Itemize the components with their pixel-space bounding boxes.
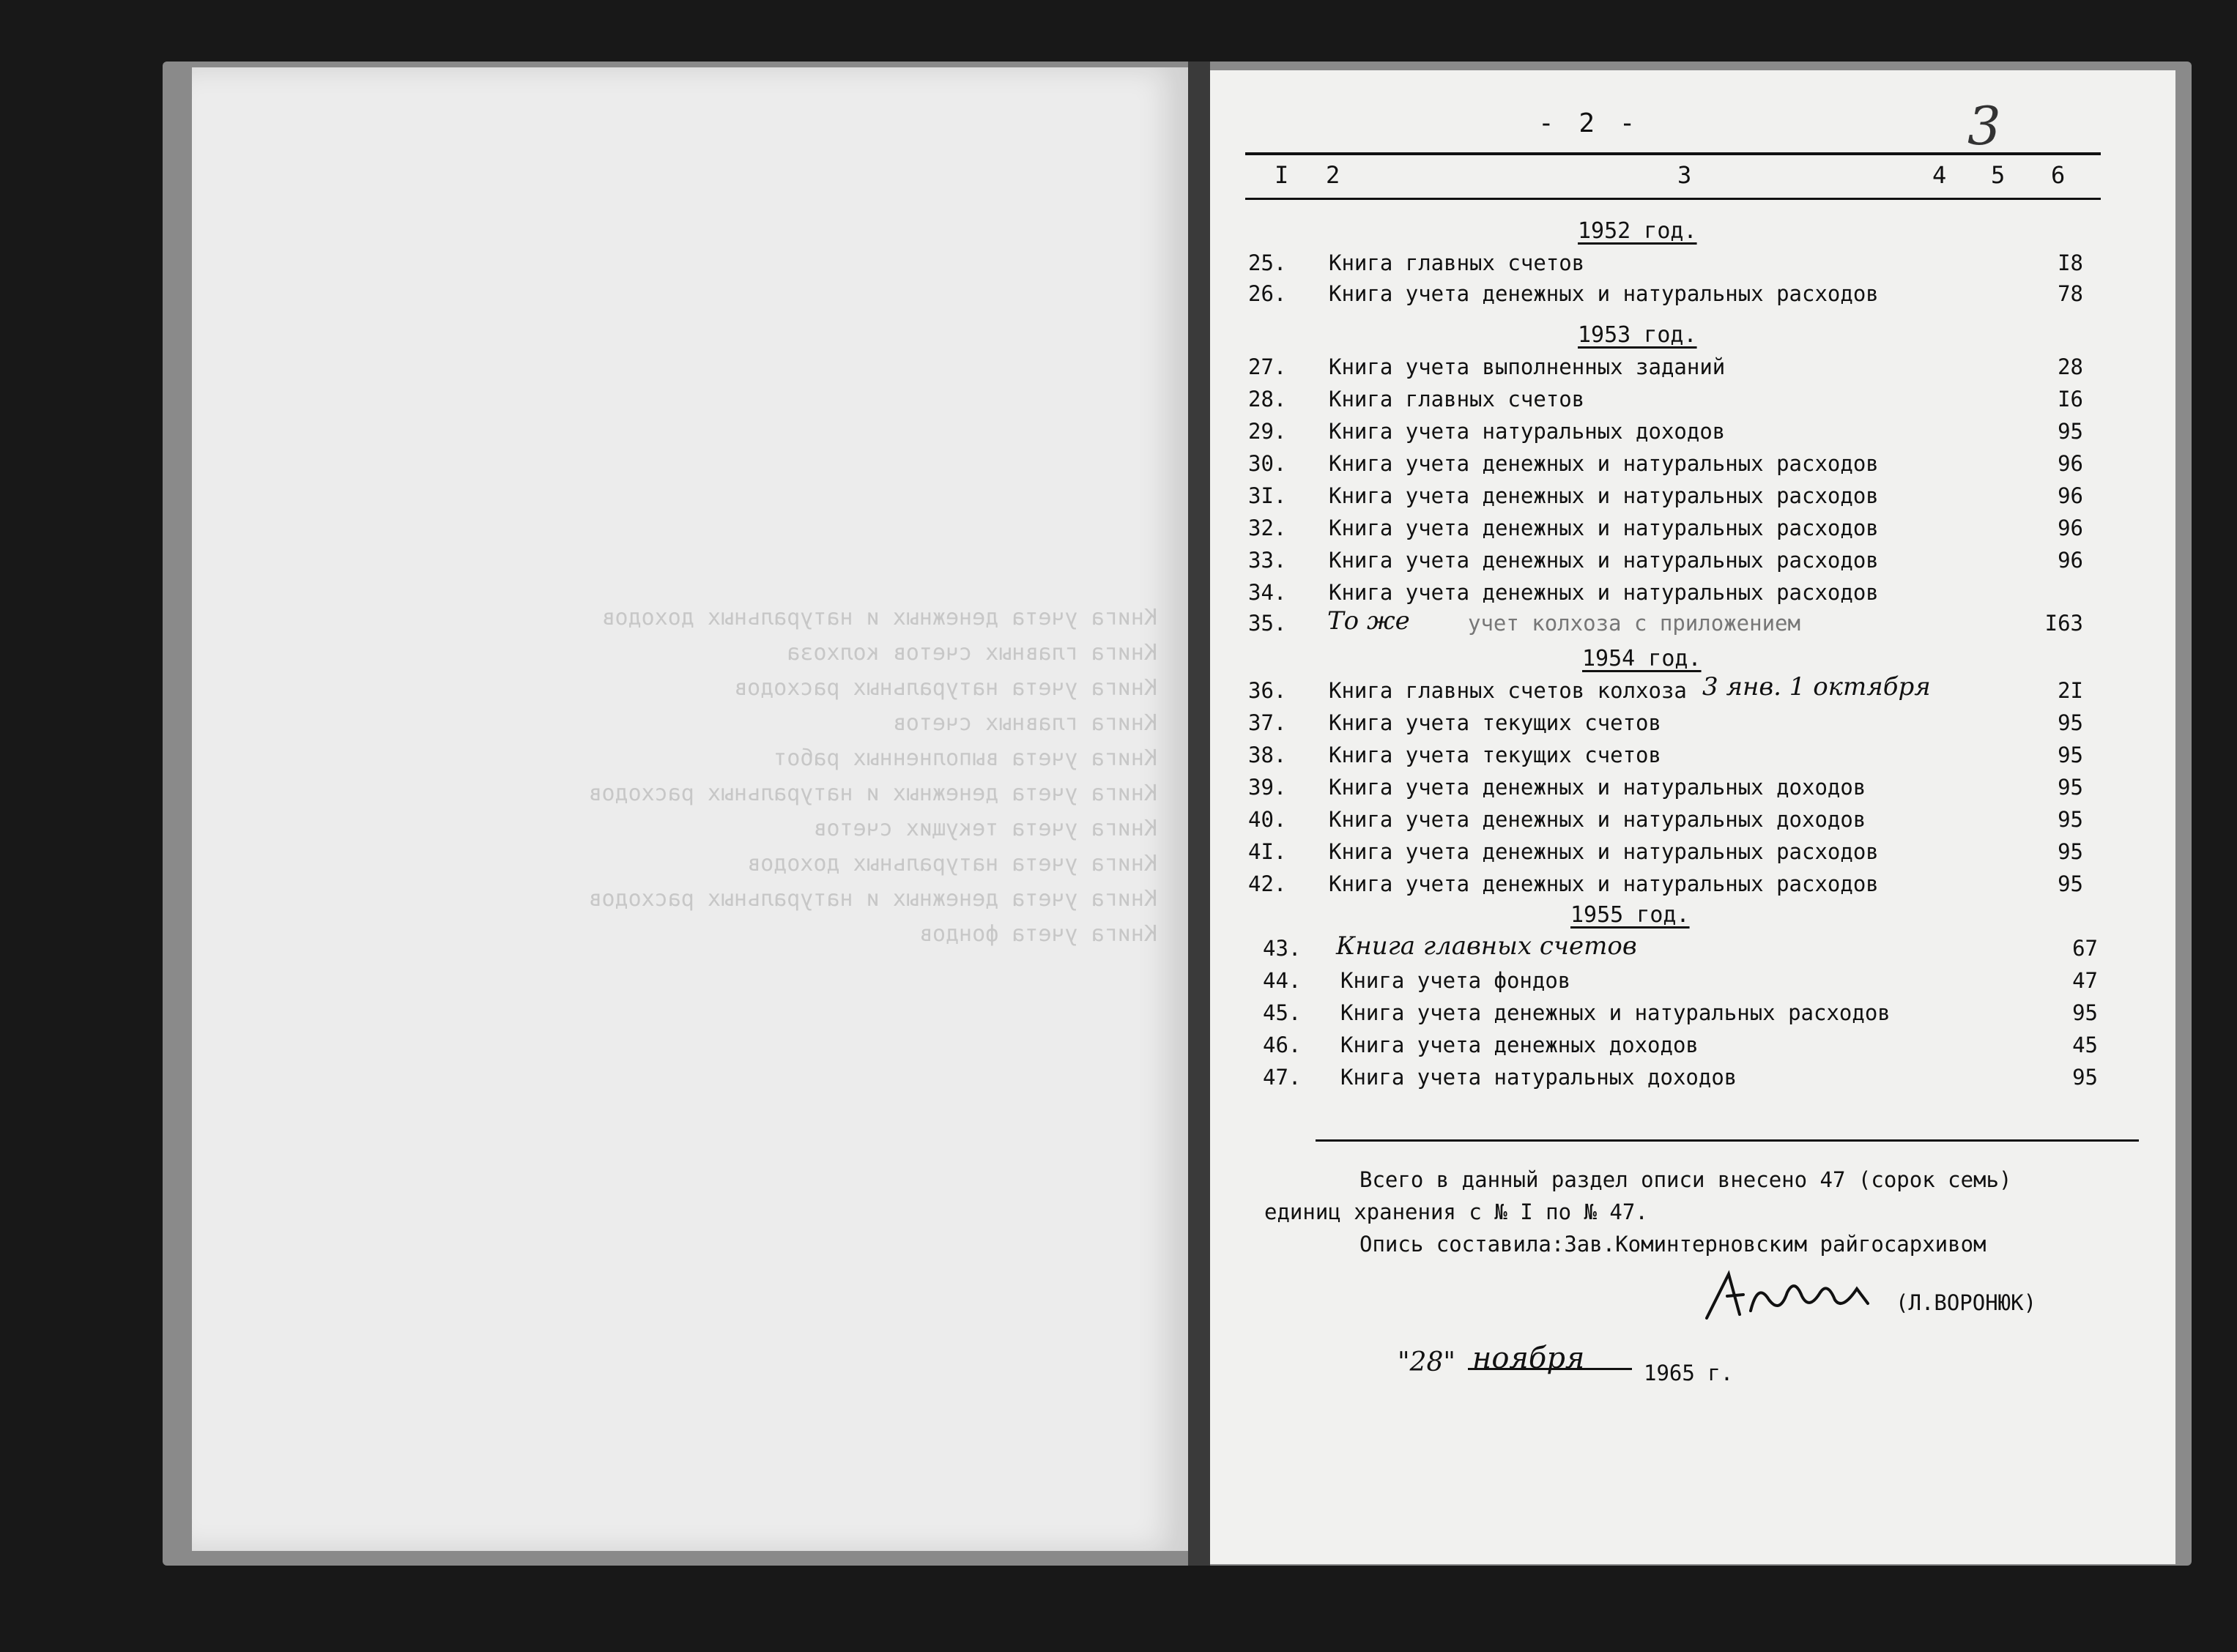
total-summary-line: Всего в данный раздел описи внесено 47 (сорок семь) bbox=[1359, 1167, 2012, 1192]
entry-number: 40. bbox=[1248, 807, 1287, 832]
entry-title: Книга учета текущих счетов bbox=[1329, 710, 1661, 735]
header-bottom-rule bbox=[1245, 198, 2101, 200]
entry-number: 27. bbox=[1248, 354, 1287, 379]
entry-title: Книга учета текущих счетов bbox=[1329, 743, 1661, 767]
entry-sheet-count: 78 bbox=[2058, 281, 2083, 306]
entry-number: 29. bbox=[1248, 419, 1287, 444]
column-header-5: 5 bbox=[1991, 161, 2006, 189]
column-header-6: 6 bbox=[2051, 161, 2066, 189]
date-month: ноября bbox=[1472, 1342, 1585, 1375]
entry-title: Книга главных счетов bbox=[1329, 387, 1585, 412]
table-row bbox=[1248, 516, 2112, 548]
totals-rule bbox=[1316, 1139, 2139, 1142]
entry-number: 39. bbox=[1248, 775, 1287, 800]
column-header-3: 3 bbox=[1677, 161, 1692, 189]
entry-title: Книга учета денежных и натуральных расходов bbox=[1329, 281, 1879, 306]
table-row bbox=[1248, 1032, 2112, 1065]
entry-title: Книга учета натуральных доходов bbox=[1329, 419, 1726, 444]
year-heading: 1953 год. bbox=[1578, 322, 1697, 348]
entry-sheet-count: I8 bbox=[2058, 250, 2083, 275]
entry-title: учет колхоза с приложением bbox=[1468, 611, 1800, 636]
year-heading: 1954 год. bbox=[1582, 646, 1702, 671]
entry-sheet-count: I6 bbox=[2058, 387, 2083, 412]
table-row bbox=[1248, 839, 2112, 871]
date-underline bbox=[1468, 1368, 1632, 1370]
entry-sheet-count: 95 bbox=[2058, 743, 2083, 767]
page-number: - 2 - bbox=[1538, 108, 1640, 138]
table-row bbox=[1248, 807, 2112, 839]
compiler-line: Опись составила:Зав.Коминтерновским райгосархивом bbox=[1359, 1232, 1986, 1257]
table-row bbox=[1248, 387, 2112, 419]
entry-sheet-count: 96 bbox=[2058, 451, 2083, 476]
date-day: "28" bbox=[1398, 1347, 1455, 1377]
entry-number: 35. bbox=[1248, 611, 1287, 636]
total-range-line: единиц хранения с № I по № 47. bbox=[1264, 1199, 1648, 1224]
entry-number: 33. bbox=[1248, 548, 1287, 573]
table-row bbox=[1248, 743, 2112, 775]
table-row bbox=[1248, 931, 2112, 968]
entry-sheet-count: 95 bbox=[2058, 419, 2083, 444]
entry-number: 32. bbox=[1248, 516, 1287, 540]
entry-sheet-count: 96 bbox=[2058, 483, 2083, 508]
entry-sheet-count: 95 bbox=[2058, 871, 2083, 896]
column-header-2: 2 bbox=[1326, 161, 1340, 189]
entry-sheet-count: 28 bbox=[2058, 354, 2083, 379]
entry-sheet-count: 45 bbox=[2072, 1032, 2098, 1057]
entry-title: Книга учета денежных и натуральных расходов bbox=[1329, 516, 1879, 540]
entry-title: Книга учета денежных и натуральных расходов bbox=[1329, 548, 1879, 573]
entry-title: Книга учета денежных и натуральных доходов bbox=[1329, 775, 1866, 800]
year-heading: 1952 год. bbox=[1578, 218, 1697, 244]
handwritten-annotation: Книга главных счетов bbox=[1336, 931, 1637, 961]
table-row bbox=[1248, 968, 2112, 1000]
entry-sheet-count: I63 bbox=[2044, 611, 2083, 636]
entry-number: 44. bbox=[1263, 968, 1302, 993]
table-row bbox=[1248, 419, 2112, 451]
entry-number: 3I. bbox=[1248, 483, 1287, 508]
entry-title: Книга учета денежных и натуральных расходов bbox=[1329, 839, 1879, 864]
table-row bbox=[1248, 1065, 2112, 1097]
entry-sheet-count: 95 bbox=[2058, 775, 2083, 800]
bleed-through-text: Книга учета денежных и натуральных доходов Книга главных счетов колхоза Книга учета натуральных расходов Книга главных счетов Книга учета выполненных работ Книга учета денежных и натуральных расходов Книга учета текущих счетов Книга учета натуральных доходов Книга учета денежных и натуральных расходов Книга учета фондов bbox=[588, 605, 1157, 947]
entry-title: Книга главных счетов bbox=[1329, 250, 1585, 275]
table-row bbox=[1248, 1000, 2112, 1032]
table-row bbox=[1248, 354, 2112, 387]
entry-number: 47. bbox=[1263, 1065, 1302, 1090]
handwritten-annotation: 3 янв. 1 октября bbox=[1702, 672, 1931, 702]
entry-title: Книга учета денежных и натуральных доходов bbox=[1329, 807, 1866, 832]
entry-title: Книга учета денежных и натуральных расходов bbox=[1340, 1000, 1891, 1025]
entry-sheet-count: 67 bbox=[2072, 936, 2098, 961]
handwritten-signature bbox=[1699, 1267, 1875, 1325]
entry-number: 34. bbox=[1248, 580, 1287, 605]
year-heading: 1955 год. bbox=[1570, 902, 1690, 928]
entry-number: 37. bbox=[1248, 710, 1287, 735]
entry-number: 28. bbox=[1248, 387, 1287, 412]
entry-sheet-count: 95 bbox=[2058, 839, 2083, 864]
table-row bbox=[1248, 775, 2112, 807]
entry-title: Книга учета денежных доходов bbox=[1340, 1032, 1699, 1057]
table-row bbox=[1248, 250, 2112, 283]
table-row bbox=[1248, 451, 2112, 483]
column-headers bbox=[1245, 161, 2110, 198]
entry-number: 43. bbox=[1263, 936, 1302, 961]
entry-number: 30. bbox=[1248, 451, 1287, 476]
table-row bbox=[1248, 281, 2112, 313]
entry-title: Книга учета денежных и натуральных расходов bbox=[1329, 580, 1879, 605]
entry-title: Книга учета денежных и натуральных расходов bbox=[1329, 871, 1879, 896]
column-header-4: 4 bbox=[1932, 161, 1947, 189]
entry-sheet-count: 2I bbox=[2058, 678, 2083, 703]
entry-number: 25. bbox=[1248, 250, 1287, 275]
signatory-name: (Л.ВОРОНЮК) bbox=[1896, 1290, 2037, 1315]
date-year: 1965 г. bbox=[1644, 1361, 1734, 1385]
header-top-rule bbox=[1245, 152, 2101, 155]
table-row bbox=[1248, 710, 2112, 743]
column-header-1: I bbox=[1275, 161, 1289, 189]
entry-sheet-count: 95 bbox=[2072, 1065, 2098, 1090]
entry-title: Книга учета выполненных заданий bbox=[1329, 354, 1726, 379]
table-row bbox=[1248, 672, 2112, 710]
entry-sheet-count: 95 bbox=[2072, 1000, 2098, 1025]
entry-title: Книга главных счетов колхоза bbox=[1329, 678, 1687, 703]
book-spine bbox=[1188, 62, 1210, 1566]
table-row bbox=[1248, 548, 2112, 580]
entry-title: Книга учета натуральных доходов bbox=[1340, 1065, 1737, 1090]
entry-number: 4I. bbox=[1248, 839, 1287, 864]
handwritten-annotation: То же bbox=[1327, 606, 1410, 636]
entry-sheet-count: 95 bbox=[2058, 807, 2083, 832]
table-row bbox=[1248, 871, 2112, 904]
archive-sheet-mark: 3 bbox=[1967, 95, 2001, 157]
entry-number: 36. bbox=[1248, 678, 1287, 703]
entry-number: 26. bbox=[1248, 281, 1287, 306]
entry-sheet-count: 95 bbox=[2058, 710, 2083, 735]
entry-sheet-count: 47 bbox=[2072, 968, 2098, 993]
entry-number: 46. bbox=[1263, 1032, 1302, 1057]
entry-number: 38. bbox=[1248, 743, 1287, 767]
entry-sheet-count: 96 bbox=[2058, 516, 2083, 540]
entry-number: 42. bbox=[1248, 871, 1287, 896]
entry-title: Книга учета денежных и натуральных расходов bbox=[1329, 451, 1879, 476]
entry-title: Книга учета фондов bbox=[1340, 968, 1571, 993]
entry-number: 45. bbox=[1263, 1000, 1302, 1025]
table-row bbox=[1248, 606, 2112, 643]
entry-sheet-count: 96 bbox=[2058, 548, 2083, 573]
entry-title: Книга учета денежных и натуральных расходов bbox=[1329, 483, 1879, 508]
table-row bbox=[1248, 483, 2112, 516]
